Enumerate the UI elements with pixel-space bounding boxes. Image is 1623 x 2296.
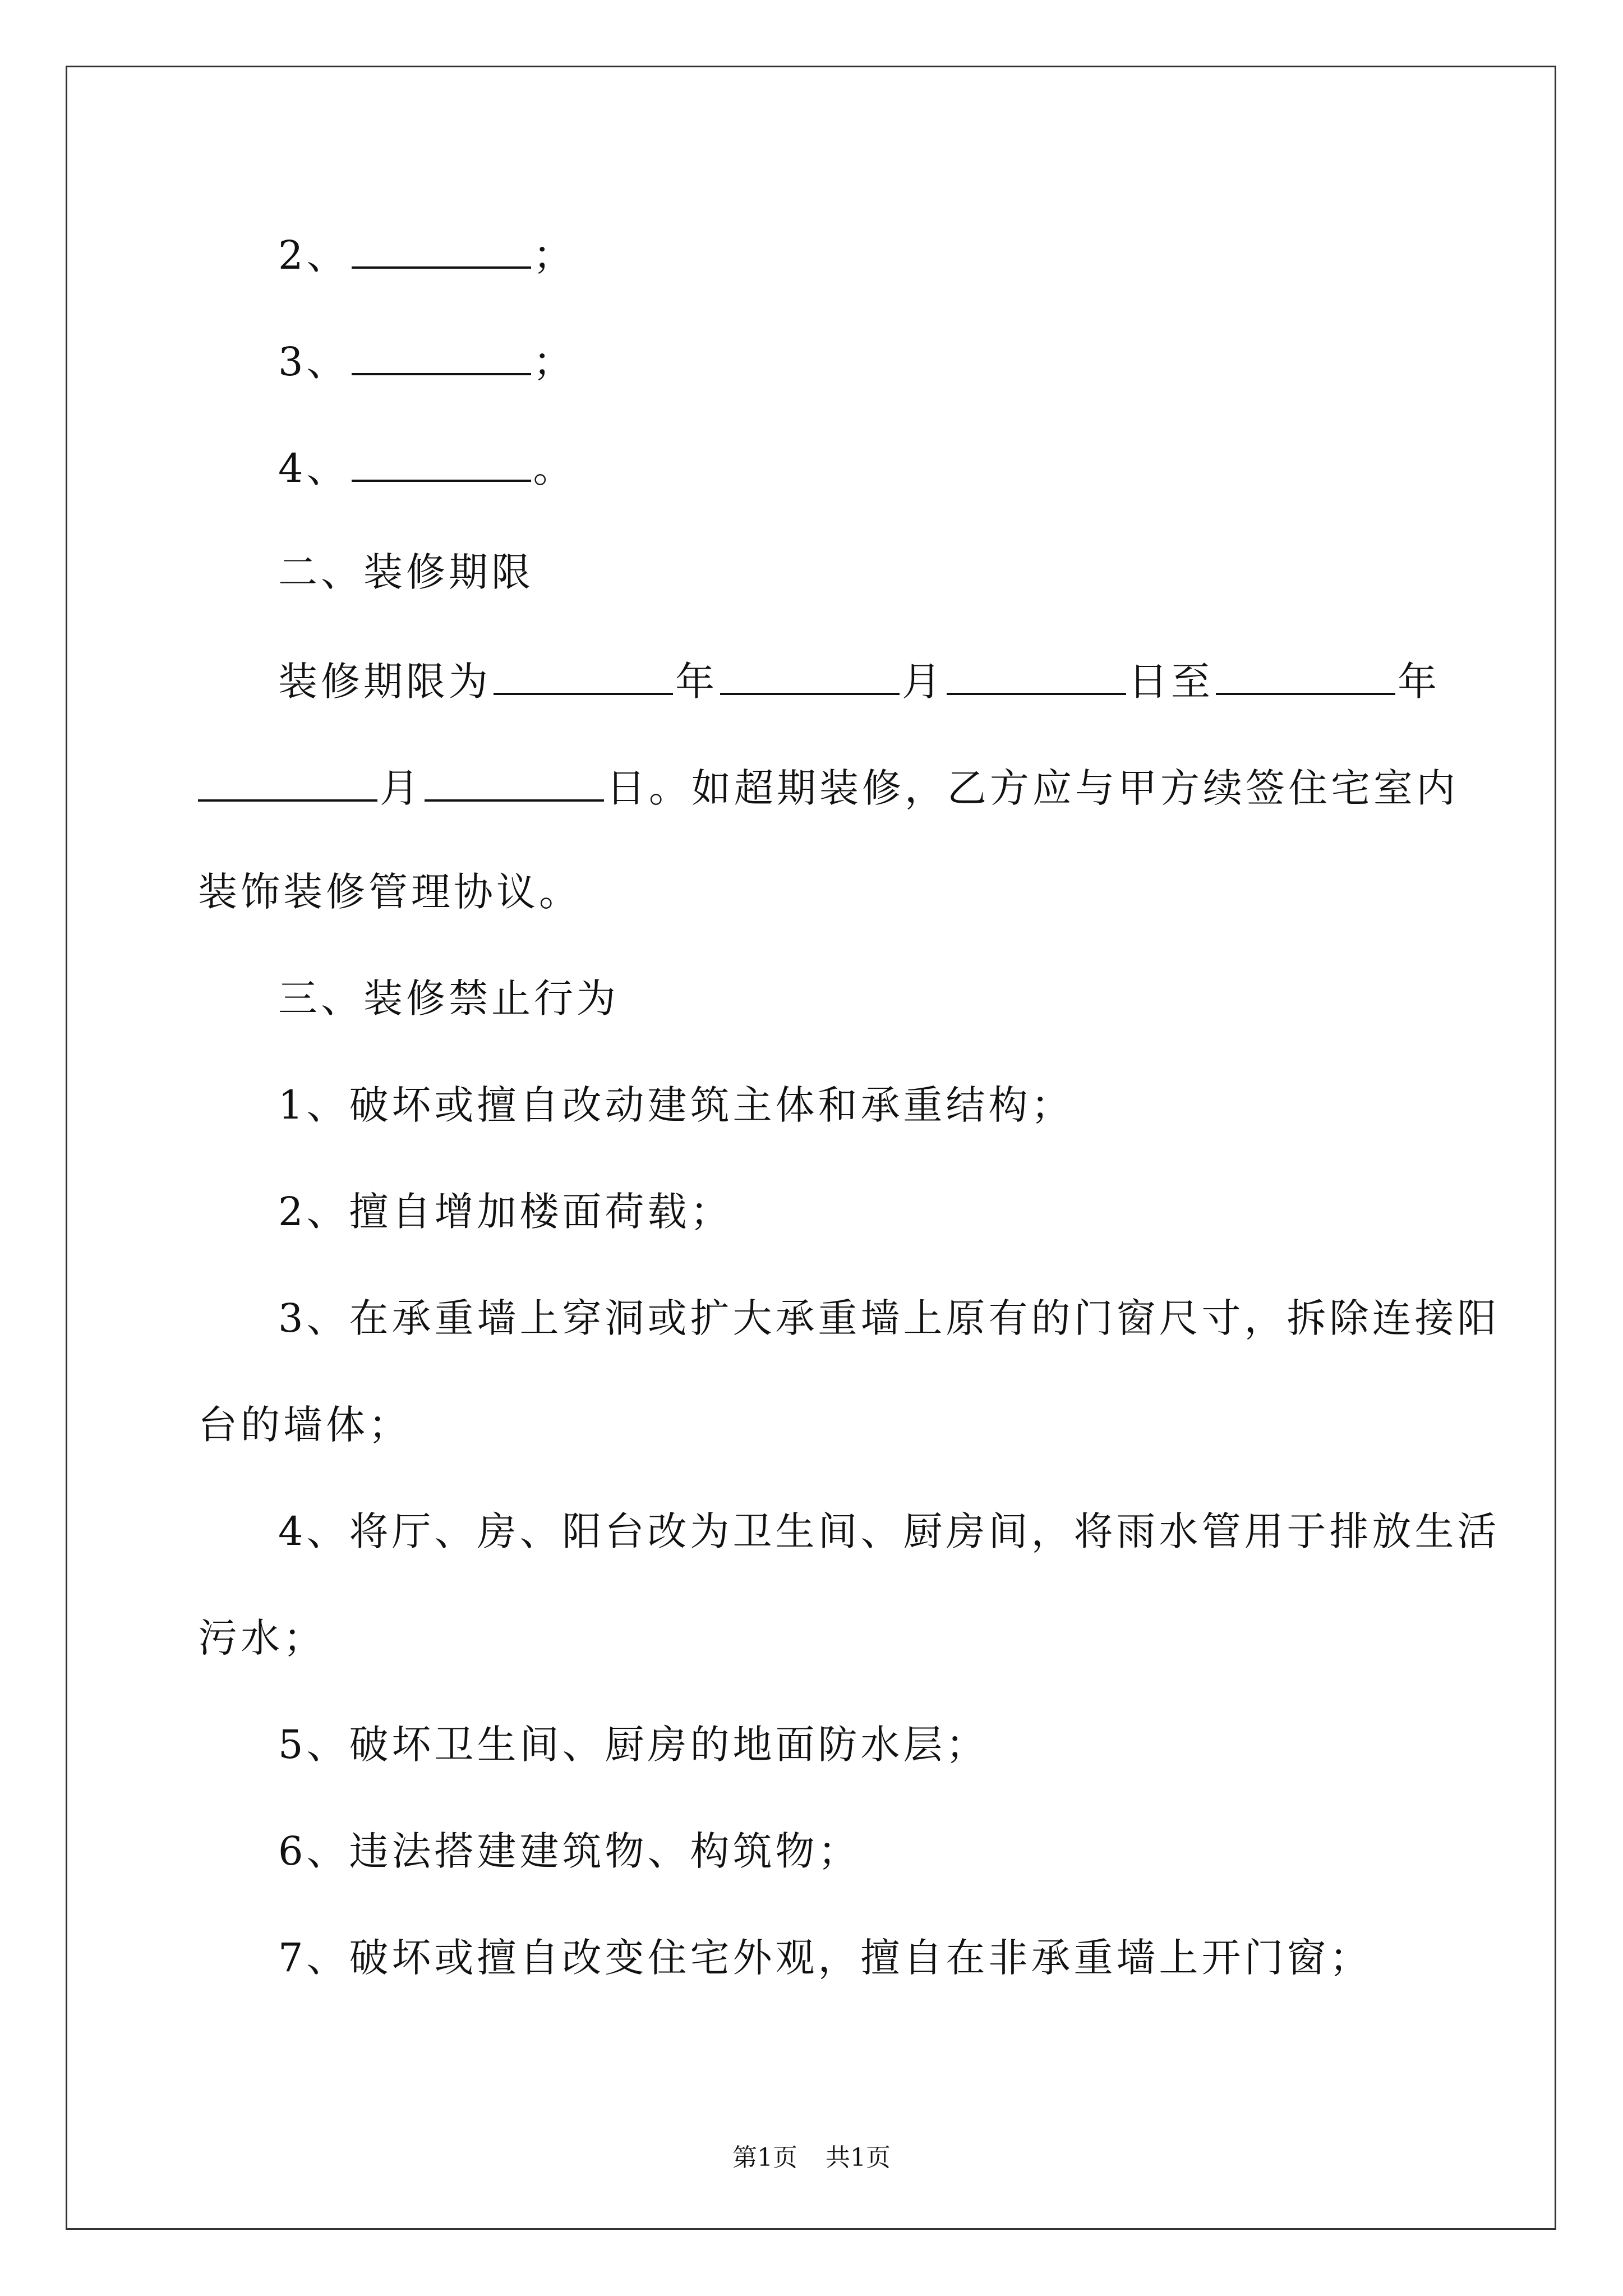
list-item-3: 3、 ； <box>278 334 576 387</box>
section-heading-prohibited: 三、装修禁止行为 <box>278 976 619 1022</box>
fill-blank[interactable] <box>352 227 531 269</box>
period-line-3: 装饰装修管理协议。 <box>198 869 582 915</box>
fill-blank-day-end[interactable] <box>425 760 604 802</box>
fill-blank[interactable] <box>352 334 531 375</box>
page-number: 第1页 <box>732 2143 797 2172</box>
period-line-1: 装修期限为 年 月 日至 年 <box>278 654 1440 707</box>
page-total: 共1页 <box>826 2143 891 2172</box>
prohibited-item-3-line-2: 台的墙体； <box>198 1402 411 1448</box>
fill-blank-month-start[interactable] <box>720 654 900 695</box>
prohibited-item-6: 6、违法搭建建筑物、构筑物； <box>278 1828 861 1874</box>
list-item-4: 4、 。 <box>278 440 576 494</box>
period-line-2: 月 日。如超期装修，乙方应与甲方续签住宅室内 <box>198 760 1459 813</box>
prohibited-item-4-line-2: 污水； <box>198 1615 326 1661</box>
fill-blank[interactable] <box>352 440 531 482</box>
prohibited-item-5: 5、破坏卫生间、厨房的地面防水层； <box>278 1722 989 1768</box>
prohibited-item-4-line-1: 4、将厅、房、阳台改为卫生间、厨房间，将雨水管用于排放生活 <box>278 1508 1500 1554</box>
fill-blank-year-end[interactable] <box>1216 654 1395 695</box>
list-item-2: 2、 ； <box>278 227 576 280</box>
fill-blank-day-start[interactable] <box>947 654 1126 695</box>
prohibited-item-1: 1、破坏或擅自改动建筑主体和承重结构； <box>278 1082 1074 1128</box>
prohibited-item-7: 7、破坏或擅自改变住宅外观，擅自在非承重墙上开门窗； <box>278 1935 1372 1981</box>
prohibited-item-2: 2、擅自增加楼面荷载； <box>278 1189 733 1235</box>
fill-blank-year-start[interactable] <box>494 654 673 695</box>
section-heading-period: 二、装修期限 <box>278 549 534 595</box>
page-footer <box>0 2141 1623 2175</box>
prohibited-item-3-line-1: 3、在承重墙上穿洞或扩大承重墙上原有的门窗尺寸，拆除连接阳 <box>278 1295 1500 1341</box>
page-border <box>66 66 1556 2230</box>
fill-blank-month-end[interactable] <box>198 760 377 802</box>
